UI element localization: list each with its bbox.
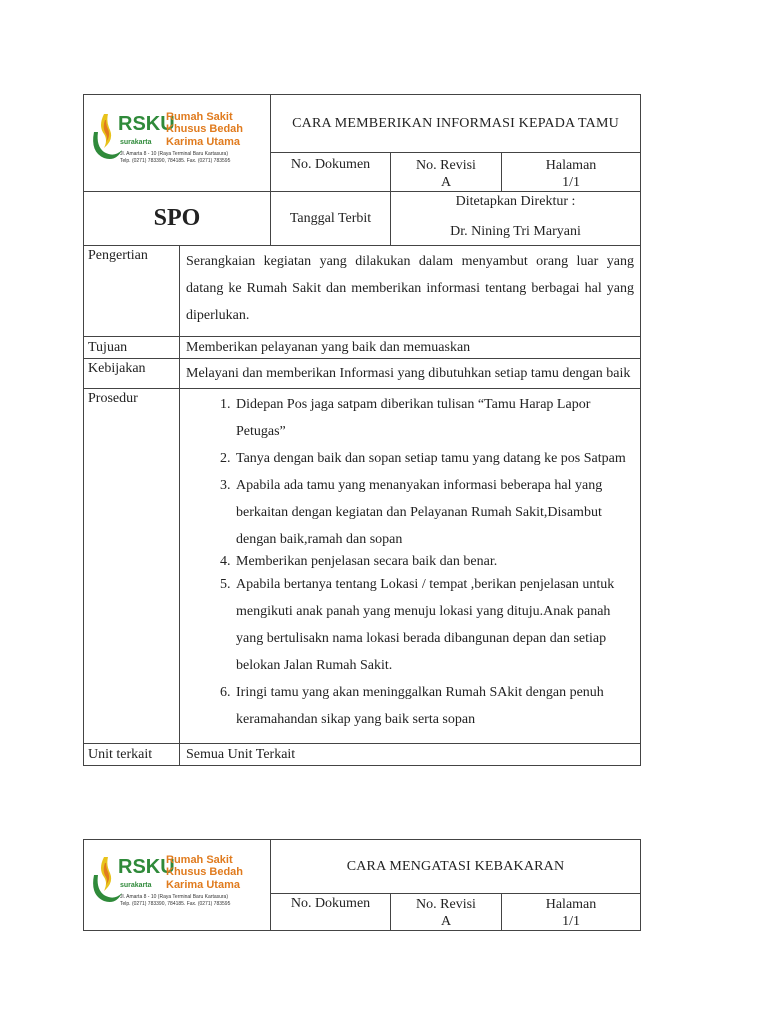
spo-body-table (83, 245, 641, 766)
logo-line2: Khusus Bedah (166, 123, 244, 135)
no-revisi-label: No. Revisi (416, 897, 476, 912)
prosedur-content (180, 389, 641, 744)
prosedur-item: 4. Memberikan penjelasan secara baik dan benar. (234, 553, 634, 571)
tujuan-label: Tujuan (84, 337, 180, 359)
direktur-name: Dr. Nining Tri Maryani (450, 224, 581, 239)
logo-phone: Telp. (0271) 783390, 784185. Fax. (0271) 783595 (120, 901, 231, 907)
spo-document-1 (83, 94, 640, 766)
prosedur-item: 5. Apabila bertanya tentang Lokasi / tempat ,berikan penjelasan untuk mengikuti anak panah yang menuju lokasi yang dituju.Anak panah yang bertulisakn nama lokasi berada dibangunan depan dan setiap belokan Jalan Rumah Sakit. (234, 571, 634, 679)
halaman-value: 1/1 (562, 175, 580, 190)
tanggal-terbit-label: Tanggal Terbit (271, 192, 391, 246)
document-title: CARA MEMBERIKAN INFORMASI KEPADA TAMU (271, 95, 641, 153)
spo-label: SPO (84, 192, 271, 246)
prosedur-item: 3. Apabila ada tamu yang menanyakan informasi beberapa hal yang berkaitan dengan kegiatan dan Pelayanan Rumah Sakit,Disambut dengan baik,ramah dan sopan (234, 472, 634, 553)
kebijakan-label: Kebijakan (84, 359, 180, 389)
no-revisi-label: No. Revisi (416, 158, 476, 173)
hospital-logo (84, 843, 270, 927)
logo-line3: Karima Utama (166, 879, 240, 891)
no-revisi-value: A (440, 914, 452, 929)
halaman-label: Halaman (545, 158, 597, 173)
tujuan-text: Memberikan pelayanan yang baik dan memuaskan (180, 337, 641, 359)
prosedur-label: Prosedur (84, 389, 180, 744)
logo-address: Jl. Amarta 8 - 10 (Raya Terminal Baru Kartasura) (120, 151, 229, 157)
logo-city: surakarta (120, 882, 152, 889)
halaman-cell (502, 894, 641, 931)
no-dokumen-label: No. Dokumen (271, 153, 391, 192)
no-revisi-value: A (440, 175, 452, 190)
no-dokumen-label: No. Dokumen (271, 894, 391, 931)
logo-cell (84, 840, 271, 931)
ditetapkan-cell (391, 192, 641, 246)
logo-line1: Rumah Sakit (166, 111, 233, 123)
pengertian-label: Pengertian (84, 246, 180, 337)
prosedur-list (186, 391, 634, 733)
spo-header-table-2 (83, 839, 641, 931)
prosedur-item: 1. Didepan Pos jaga satpam diberikan tulisan “Tamu Harap Lapor Petugas” (234, 391, 634, 445)
no-revisi-cell (391, 153, 502, 192)
logo-line1: Rumah Sakit (166, 854, 233, 866)
kebijakan-text: Melayani dan memberikan Informasi yang dibutuhkan setiap tamu dengan baik (180, 359, 641, 389)
unit-terkait-label: Unit terkait (84, 744, 180, 766)
logo-cell (84, 95, 271, 192)
logo-abbr: RSKU (118, 113, 175, 135)
pengertian-text: Serangkaian kegiatan yang dilakukan dalam menyambut orang luar yang datang ke Rumah Sakit dan memberikan informasi tentang berbagai hal yang diperlukan. (180, 246, 641, 337)
spo-header-table (83, 94, 641, 246)
halaman-value: 1/1 (562, 914, 580, 929)
prosedur-item: 6. Iringi tamu yang akan meninggalkan Rumah SAkit dengan penuh keramahandan sikap yang baik serta sopan (234, 679, 634, 733)
logo-address: Jl. Amarta 8 - 10 (Raya Terminal Baru Kartasura) (120, 894, 229, 900)
no-revisi-cell (391, 894, 502, 931)
logo-line3: Karima Utama (166, 136, 240, 148)
logo-city: surakarta (120, 139, 152, 146)
ditetapkan-label: Ditetapkan Direktur : (455, 194, 576, 209)
hospital-logo-graphic (84, 100, 270, 186)
hospital-logo-graphic (84, 843, 270, 927)
unit-terkait-text: Semua Unit Terkait (180, 744, 641, 766)
logo-abbr: RSKU (118, 856, 175, 878)
logo-phone: Telp. (0271) 783390, 784185. Fax. (0271) 783595 (120, 158, 231, 164)
hospital-logo (84, 100, 270, 186)
logo-line2: Khusus Bedah (166, 866, 244, 878)
halaman-label: Halaman (545, 897, 597, 912)
spo-document-2 (83, 839, 640, 931)
document-title: CARA MENGATASI KEBAKARAN (271, 840, 641, 894)
halaman-cell (502, 153, 641, 192)
prosedur-item: 2. Tanya dengan baik dan sopan setiap tamu yang datang ke pos Satpam (234, 445, 634, 472)
